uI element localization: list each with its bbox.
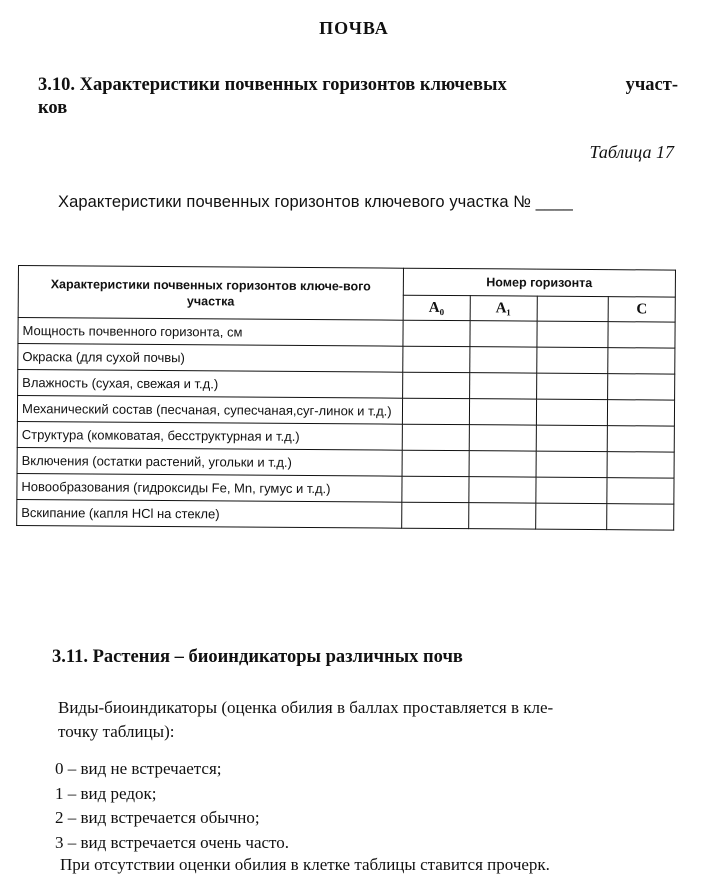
section-heading-3-10: [38, 74, 678, 120]
table-cell: [402, 372, 469, 398]
intro-paragraph: [58, 696, 688, 744]
table-cell: [402, 476, 469, 502]
table-cell: [536, 451, 608, 478]
table-caption: Характеристики почвенных горизонтов ключевого участка № ____: [58, 193, 573, 211]
section-heading-line1: 3.10. Характеристики почвенных горизонтов ключевых: [38, 75, 507, 95]
row-label: Влажность (сухая, свежая и т.д.): [18, 370, 403, 399]
table-cell: [536, 321, 608, 348]
intro-line2: точку таблицы):: [58, 722, 175, 741]
table-cell: [469, 477, 536, 503]
intro-line1: Виды-биоиндикаторы (оценка обилия в баллах проставляется в кле-: [58, 698, 554, 717]
table-cell: [607, 478, 674, 504]
list-item: 0 – вид не встречается;: [55, 759, 222, 778]
table-cell: [402, 450, 469, 476]
row-label: Окраска (для сухой почвы): [18, 344, 403, 373]
table-cell: [469, 347, 536, 373]
header-horizon-a0: A₀: [403, 295, 470, 320]
page-title: ПОЧВА: [319, 18, 389, 38]
table-cell: [536, 373, 608, 400]
table-cell: [535, 477, 607, 504]
table-cell: [608, 426, 675, 452]
table-cell: [608, 400, 675, 426]
row-label: Структура (комковатая, бесструктурная и т.д.): [17, 421, 402, 450]
table-cell: [469, 399, 536, 425]
row-label: Включения (остатки растений, угольки и т.д.): [17, 447, 402, 476]
table-cell: [470, 321, 537, 347]
header-characteristics: Характеристики почвенных горизонтов ключе-вого участка: [18, 266, 403, 321]
list-item: 2 – вид встречается обычно;: [55, 808, 260, 827]
table-cell: [468, 503, 535, 529]
row-label: Мощность почвенного горизонта, см: [18, 318, 403, 347]
row-label: Вскипание (капля HCl на стекле): [17, 499, 402, 528]
table-cell: [403, 346, 470, 372]
header-horizon-a1: A₁: [470, 296, 537, 321]
table-cell: [608, 348, 675, 374]
soil-horizons-table: [16, 265, 676, 531]
list-item: 1 – вид редок;: [55, 783, 157, 803]
section-heading-line1-end: участ-: [625, 75, 678, 95]
table-cell: [469, 425, 536, 451]
table-cell: [607, 504, 674, 530]
table-cell: [402, 502, 469, 528]
header-horizon-number: Номер горизонта: [403, 268, 675, 297]
row-label: Механический состав (песчаная, супесчаная,суг-линок и т.д.): [17, 396, 402, 425]
table-row: [17, 499, 674, 530]
abundance-scale: [55, 757, 289, 855]
note-text: При отсутствии оценки обилия в клетке таблицы ставится прочерк.: [60, 855, 550, 874]
table-cell: [403, 320, 470, 346]
list-item: 3 – вид встречается очень часто.: [55, 832, 289, 852]
table-cell: [608, 374, 675, 400]
row-label: Новообразования (гидроксиды Fe, Mn, гумус и т.д.): [17, 473, 402, 502]
table-cell: [469, 451, 536, 477]
header-horizon-c: C: [608, 297, 675, 322]
table-cell: [608, 322, 675, 348]
table-cell: [607, 452, 674, 478]
header-horizon-blank: [537, 296, 609, 322]
table-cell: [536, 347, 608, 374]
table-cell: [536, 425, 608, 452]
table-cell: [402, 424, 469, 450]
table-number: Таблица 17: [589, 142, 674, 162]
table-cell: [535, 503, 607, 530]
section-heading-3-11: 3.11. Растения – биоиндикаторы различных почв: [52, 647, 463, 667]
table-cell: [402, 398, 469, 424]
section-heading-line2: ков: [38, 98, 68, 118]
table-cell: [469, 373, 536, 399]
table-cell: [536, 399, 608, 426]
